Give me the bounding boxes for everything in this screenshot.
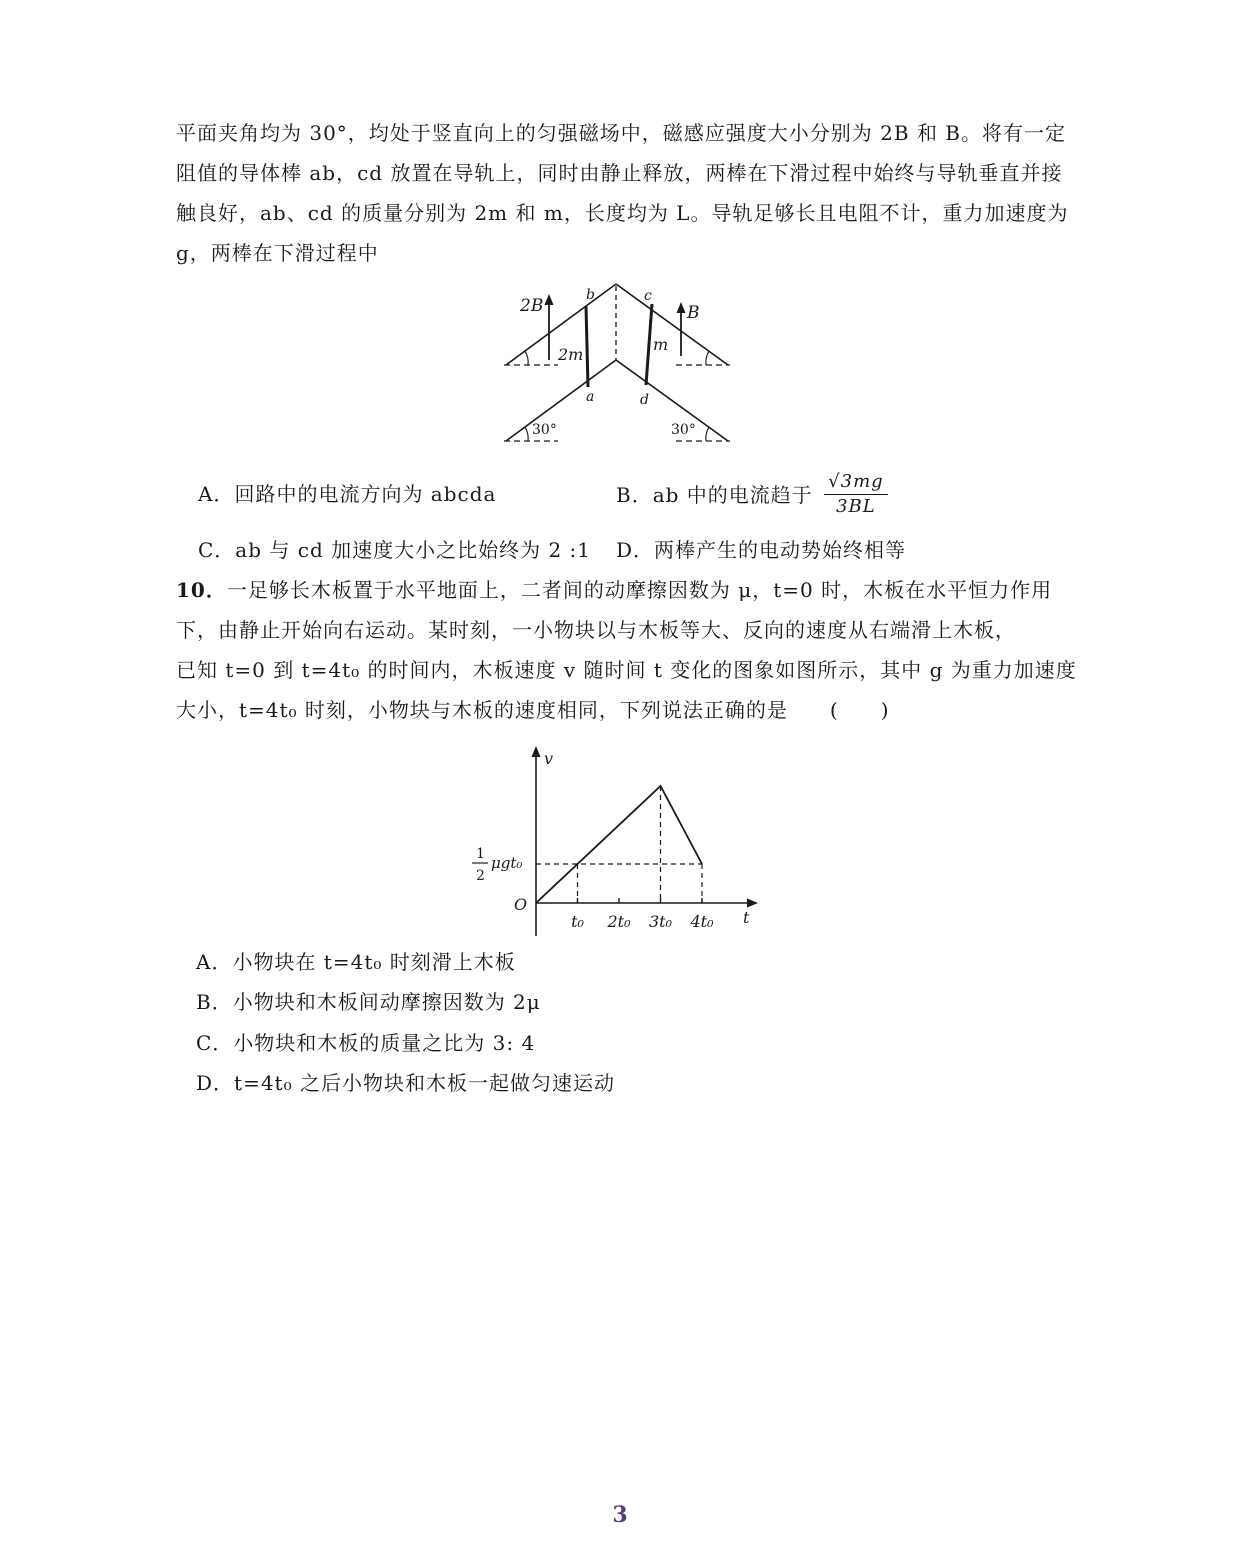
angle-arc-upper-right [706,351,709,365]
fraction-numerator: √3mg [824,470,888,495]
fraction-denominator: 3BL [836,496,876,517]
label-2B: 2B [520,296,544,316]
angle-label-left: 30° [532,422,557,438]
x-tick-label-1: t₀ [571,912,584,931]
page-number: 3 [612,1502,628,1528]
label-a: a [586,389,595,405]
label-m: m [653,335,669,354]
q10-number: 10． [176,578,227,602]
origin-label: O [514,895,528,914]
q10-text-line-3: 已知 t=0 到 t=4t₀ 的时间内，木板速度 v 随时间 t 变化的图象如图所示，其中 g 为重力加速度 [176,658,1077,682]
q10-text-line-1 [176,576,1052,604]
q10-text-line-2: 下，由静止开始向右运动。某时刻，一小物块以与木板等大、反向的速度从右端滑上木板， [176,618,1016,642]
velocity-time-chart [466,740,766,940]
q9-text-line-1: 平面夹角均为 30°，均处于竖直向上的匀强磁场中，磁感应强度大小分别为 2B 和 B。将有一定 [176,121,1066,145]
angle-label-right: 30° [671,422,696,438]
q9-option-a: A．回路中的电流方向为 abcda [198,482,497,506]
y-tick-denominator: 2 [476,868,485,884]
x-tick-label-2: 2t₀ [607,912,631,931]
x-axis-label: t [743,908,750,927]
velocity-series-line [536,786,702,903]
y-tick-label [472,846,522,884]
label-c: c [644,288,652,304]
lower-rail-left [506,360,616,441]
q9-text-line-2: 阻值的导体棒 ab，cd 放置在导轨上，同时由静止释放，两棒在下滑过程中始终与导轨垂直并接 [176,161,1063,185]
q9-text-line-4: g，两棒在下滑过程中 [176,241,379,265]
label-B: B [687,303,700,323]
y-axis-label: v [544,749,554,768]
q9-option-b-fraction [824,470,888,519]
x-tick-label-3: 3t₀ [648,912,673,931]
q10-text-line-4: 大小，t=4t₀ 时刻，小物块与木板的速度相同，下列说法正确的是 ( ) [176,698,890,722]
x-axis-arrowhead [747,899,758,908]
rod-cd [646,304,652,385]
q9-option-c: C．ab 与 cd 加速度大小之比始终为 2 :1 [198,538,592,562]
rod-ab [586,306,588,387]
q10-line-1-text: 一足够长木板置于水平地面上，二者间的动摩擦因数为 μ，t=0 时，木板在水平恒力作用 [226,578,1053,602]
q9-option-b-text: B．ab 中的电流趋于 [616,482,813,507]
y-tick-suffix: μgt₀ [491,854,523,872]
label-2m: 2m [558,345,584,364]
upper-rail-right [616,284,728,365]
label-d: d [640,392,649,408]
q9-option-d: D．两棒产生的电动势始终相等 [616,538,907,562]
label-b: b [586,287,595,303]
q9-option-b [616,470,888,519]
angle-arc-lower-left [525,427,528,441]
q10-option-a: A．小物块在 t=4t₀ 时刻滑上木板 [196,950,516,974]
angle-arc-upper-left [525,351,528,365]
rail-diagram [500,280,740,450]
q10-option-c: C．小物块和木板的质量之比为 3: 4 [196,1031,536,1055]
field-arrowhead-B [677,302,686,313]
q9-text-line-3: 触良好，ab、cd 的质量分别为 2m 和 m，长度均为 L。导轨足够长且电阻不计，重力加速度为 [176,201,1069,225]
field-arrowhead-2B [545,294,554,305]
angle-arc-lower-right [706,427,709,441]
q10-option-d: D．t=4t₀ 之后小物块和木板一起做匀速运动 [196,1071,615,1095]
x-tick-label-4: 4t₀ [690,912,714,931]
y-tick-numerator: 1 [476,846,485,862]
q10-option-b: B．小物块和木板间动摩擦因数为 2μ [196,990,541,1014]
y-axis-arrowhead [532,746,541,757]
